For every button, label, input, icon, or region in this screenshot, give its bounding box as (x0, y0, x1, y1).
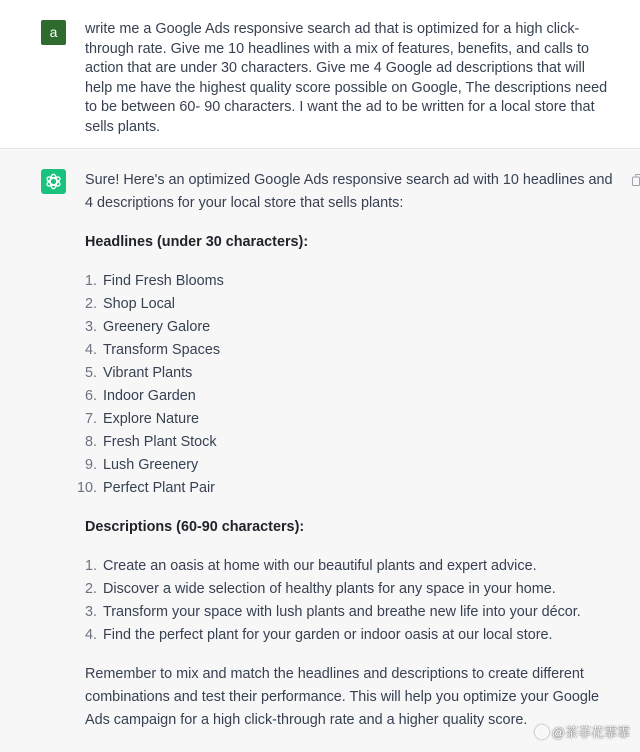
headline-item (85, 408, 620, 431)
headline-item (76, 477, 620, 500)
headlines-heading: Headlines (under 30 characters): (85, 234, 309, 250)
list-item-text: Transform your space with lush plants and breathe new life into your décor. (103, 604, 581, 620)
watermark-text: @茶菲花霏霏 (551, 725, 630, 740)
assistant-message-content (76, 169, 620, 732)
list-item-text: Indoor Garden (103, 388, 196, 404)
list-item-number: 5. (84, 365, 97, 381)
headline-item (85, 316, 620, 339)
list-item-text: Discover a wide selection of healthy plants for any space in your home. (103, 581, 556, 597)
headline-item (85, 454, 620, 477)
descriptions-list (85, 555, 620, 647)
user-message-text: write me a Google Ads responsive search ad that is optimized for a high click-through rate. Give me 10 headlines with a mix of features, benefits, and calls to action that are under 30 characters. Give me 4 Google ad descriptions that will help me have the highest quality score possible on Google, The descriptions need to be between 60- 90 characters. I want the ad to be written for a local store that sells plants. (85, 21, 608, 135)
list-item-number: 4. (84, 627, 97, 643)
openai-logo-icon (41, 169, 66, 194)
list-item-text: Shop Local (103, 296, 176, 312)
list-item-number: 4. (84, 342, 97, 358)
description-item (85, 601, 620, 624)
list-item-text: Vibrant Plants (103, 365, 193, 381)
description-item (85, 624, 620, 647)
description-item (85, 555, 620, 578)
list-item-text: Perfect Plant Pair (103, 480, 215, 496)
list-item-text: Find Fresh Blooms (103, 273, 224, 289)
list-item-number: 1. (84, 273, 97, 289)
copy-icon[interactable] (632, 173, 640, 185)
watermark (535, 722, 630, 741)
list-item-number: 2. (84, 296, 97, 312)
list-item-text: Find the perfect plant for your garden or indoor oasis at our local store. (103, 627, 553, 643)
list-item-number: 3. (84, 604, 97, 620)
assistant-outro: Remember to mix and match the headlines and descriptions to create different combinations and test their performance. This will help you optimize your Google Ads campaign for a high click-through rate and a higher quality score. (85, 666, 600, 728)
list-item-text: Explore Nature (103, 411, 199, 427)
list-item-text: Create an oasis at home with our beautiful plants and expert advice. (103, 558, 537, 574)
user-avatar: a (41, 20, 66, 45)
headline-item (85, 270, 620, 293)
headline-item (85, 362, 620, 385)
headline-item (85, 431, 620, 454)
headline-item (85, 339, 620, 362)
list-item-text: Transform Spaces (103, 342, 221, 358)
list-item-number: 9. (84, 457, 97, 473)
headline-item (85, 385, 620, 408)
headline-item (85, 293, 620, 316)
assistant-intro: Sure! Here's an optimized Google Ads responsive search ad with 10 headlines and 4 descriptions for your local store that sells plants: (85, 172, 613, 211)
list-item-text: Greenery Galore (103, 319, 211, 335)
list-item-number: 2. (84, 581, 97, 597)
list-item-number: 1. (84, 558, 97, 574)
weibo-camera-icon (535, 725, 549, 739)
list-item-number: 3. (84, 319, 97, 335)
description-item (85, 578, 620, 601)
user-message-block (0, 0, 640, 149)
list-item-number: 6. (84, 388, 97, 404)
headlines-list (76, 270, 620, 500)
list-item-number: 10. (76, 480, 97, 496)
assistant-message-block (0, 149, 640, 752)
list-item-number: 8. (84, 434, 97, 450)
descriptions-heading: Descriptions (60-90 characters): (85, 519, 305, 535)
list-item-text: Fresh Plant Stock (103, 434, 217, 450)
list-item-number: 7. (84, 411, 97, 427)
list-item-text: Lush Greenery (103, 457, 199, 473)
